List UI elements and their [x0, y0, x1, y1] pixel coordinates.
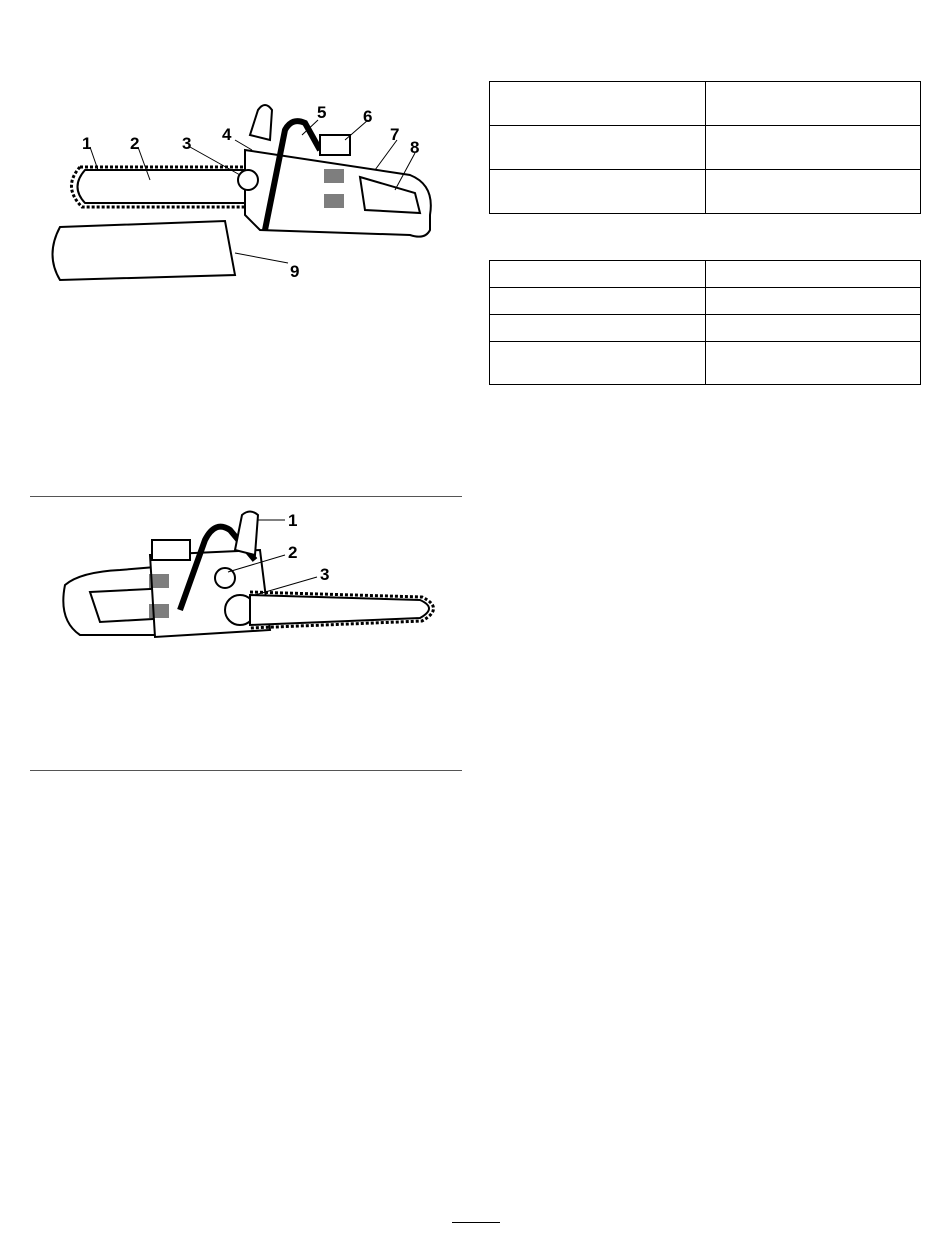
page-footer-rule	[452, 1222, 500, 1223]
table-cell	[490, 315, 706, 342]
figure-divider-top	[30, 496, 462, 497]
table-row	[490, 261, 921, 288]
callout-1: 1	[82, 134, 92, 153]
spec-table-1	[489, 81, 921, 214]
figure-divider-bottom	[30, 770, 462, 771]
table-row	[490, 170, 921, 214]
table-cell	[490, 82, 706, 126]
callout-4: 4	[222, 125, 232, 144]
bar-cover	[53, 221, 236, 280]
table-cell	[706, 82, 921, 126]
table-cell	[706, 261, 921, 288]
table-cell	[490, 170, 706, 214]
table-cell	[706, 126, 921, 170]
table-row	[490, 315, 921, 342]
battery	[320, 135, 350, 155]
callout-6: 6	[363, 107, 373, 126]
callout-2: 2	[130, 134, 140, 153]
callout-2: 2	[288, 543, 298, 562]
table-cell	[706, 342, 921, 385]
callout-1: 1	[288, 511, 298, 530]
figure-1-chainsaw-illustration	[30, 95, 450, 295]
callout-7: 7	[390, 125, 400, 144]
callout-3: 3	[320, 565, 330, 584]
table-cell	[490, 261, 706, 288]
tension-dial	[238, 170, 258, 190]
battery	[152, 540, 190, 560]
callout-5: 5	[317, 103, 327, 122]
spec-table-2	[489, 260, 921, 385]
table-cell	[490, 342, 706, 385]
chain-brake-guard	[235, 512, 258, 556]
table-row	[490, 342, 921, 385]
callout-3: 3	[182, 134, 192, 153]
callout-9: 9	[290, 262, 300, 281]
callout-8: 8	[410, 138, 420, 157]
table-row	[490, 288, 921, 315]
table-cell	[490, 126, 706, 170]
chain-brake-guard	[250, 105, 272, 140]
table-cell	[706, 288, 921, 315]
table-row	[490, 82, 921, 126]
table-row	[490, 126, 921, 170]
table-cell	[706, 170, 921, 214]
guide-bar	[78, 170, 251, 203]
figure-2-chainsaw-illustration	[30, 500, 450, 650]
table-cell	[706, 315, 921, 342]
table-cell	[490, 288, 706, 315]
